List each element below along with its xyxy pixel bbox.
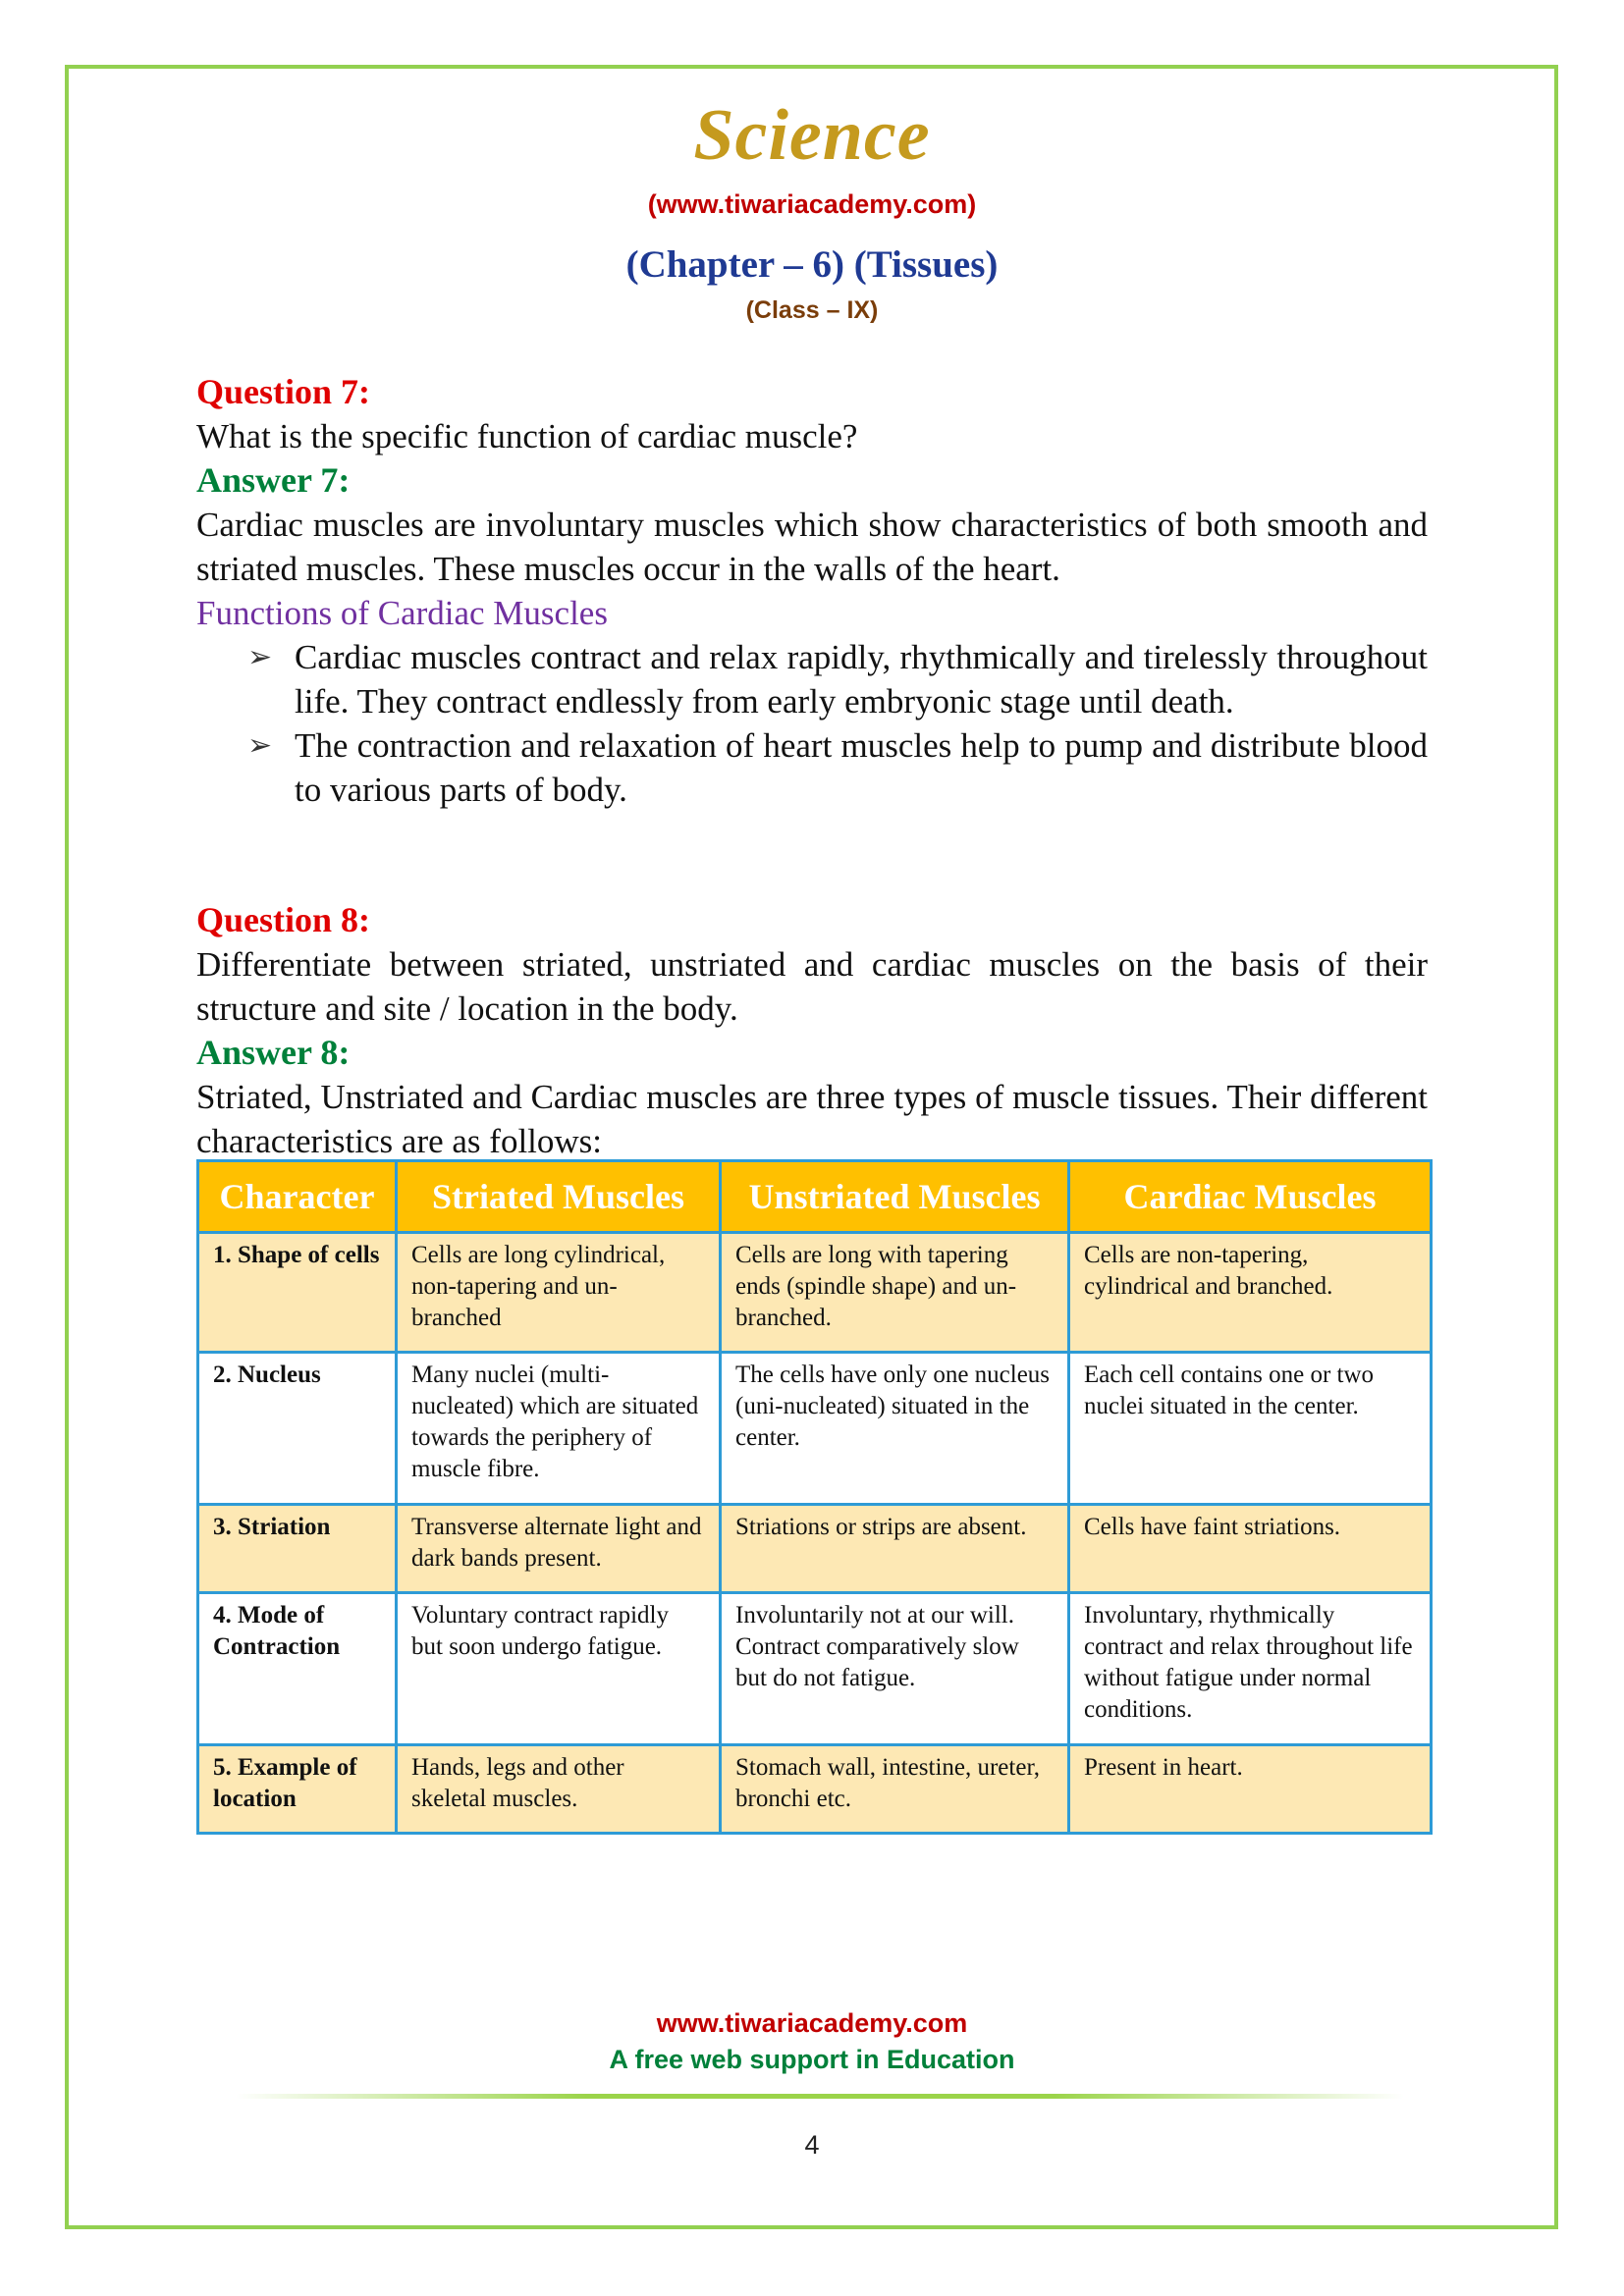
table-row [198,1233,1432,1353]
class-label: (Class – IX) [745,296,879,324]
list-item-text: Cardiac muscles contract and relax rapidly, rhythmically and tirelessly throughout life. They contract endlessly from early embryonic stage until death. [295,638,1428,721]
table-header-cell: Unstriated Muscles [721,1161,1069,1233]
table-cell: Transverse alternate light and dark bands present. [397,1505,721,1593]
table-cell: Voluntary contract rapidly but soon undergo fatigue. [397,1593,721,1745]
table-cell: Each cell contains one or two nuclei situated in the center. [1069,1353,1432,1505]
cardiac-functions-list [196,635,1428,812]
list-item-text: The contraction and relaxation of heart muscles help to pump and distribute blood to various parts of body. [295,726,1428,809]
table-cell: Involuntary, rhythmically contract and relax throughout life without fatigue under normal conditions. [1069,1593,1432,1745]
answer-7-label: Answer 7: [196,460,351,500]
question-8-block [196,898,1428,1163]
question-8-label: Question 8: [196,900,371,939]
arrow-bullet-icon: ➢ [247,728,273,763]
question-7-label: Question 7: [196,372,371,411]
header-site-link[interactable]: (www.tiwariacademy.com) [647,189,977,219]
footer-divider [236,2094,1404,2099]
page-title: Science [693,95,931,176]
table-header-cell: Character [198,1161,397,1233]
table-row [198,1353,1432,1505]
table-cell: Cells are long cylindrical, non-tapering and un-branched [397,1233,721,1353]
list-item [247,723,1428,812]
table-cell: 5. Example of location [198,1745,397,1834]
question-8-text: Differentiate between striated, unstriated and cardiac muscles on the basis of their structure and site / location in the body. [196,945,1428,1028]
table-cell: 4. Mode of Contraction [198,1593,397,1745]
table-header-row [198,1161,1432,1233]
table-row [198,1745,1432,1834]
table-cell: Present in heart. [1069,1745,1432,1834]
answer-8-text: Striated, Unstriated and Cardiac muscles are three types of muscle tissues. Their different characteristics are as follows: [196,1078,1428,1160]
muscle-comparison-table [196,1159,1433,1835]
table-cell: 2. Nucleus [198,1353,397,1505]
table-cell: Striations or strips are absent. [721,1505,1069,1593]
table-cell: Cells are long with tapering ends (spindle shape) and un-branched. [721,1233,1069,1353]
chapter-heading: (Chapter – 6) (Tissues) [625,243,999,286]
table-cell: Stomach wall, intestine, ureter, bronchi etc. [721,1745,1069,1834]
table-cell: 3. Striation [198,1505,397,1593]
table-cell: Involuntarily not at our will. Contract comparatively slow but do not fatigue. [721,1593,1069,1745]
table-cell: Cells are non-tapering, cylindrical and branched. [1069,1233,1432,1353]
table-header-cell: Cardiac Muscles [1069,1161,1432,1233]
footer-tagline: A free web support in Education [609,2045,1015,2074]
table-row [198,1505,1432,1593]
page-number: 4 [804,2130,820,2160]
cardiac-functions-subheading: Functions of Cardiac Muscles [196,594,608,632]
table-cell: Many nuclei (multi-nucleated) which are situated towards the periphery of muscle fibre. [397,1353,721,1505]
table-cell: The cells have only one nucleus (uni-nucleated) situated in the center. [721,1353,1069,1505]
table-cell: Hands, legs and other skeletal muscles. [397,1745,721,1834]
answer-8-label: Answer 8: [196,1033,351,1072]
table-header-cell: Striated Muscles [397,1161,721,1233]
list-item [247,635,1428,723]
question-7-text: What is the specific function of cardiac muscle? [196,417,858,455]
question-7-block [196,370,1428,812]
footer-site-link[interactable]: www.tiwariacademy.com [656,2008,968,2038]
arrow-bullet-icon: ➢ [247,640,273,674]
answer-7-text: Cardiac muscles are involuntary muscles which show characteristics of both smooth and striated muscles. These muscles occur in the walls of the heart. [196,506,1428,588]
table-row [198,1593,1432,1745]
table-cell: Cells have faint striations. [1069,1505,1432,1593]
table-cell: 1. Shape of cells [198,1233,397,1353]
